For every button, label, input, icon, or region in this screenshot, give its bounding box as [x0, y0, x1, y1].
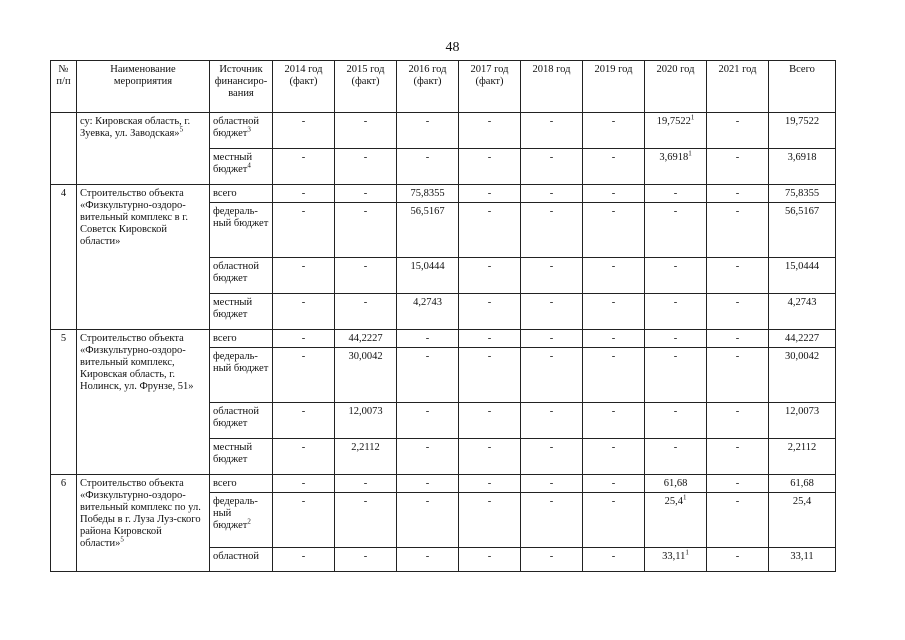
year-value: [707, 548, 769, 572]
year-value-text: -: [363, 116, 368, 127]
year-value-text: -: [611, 333, 616, 344]
year-value-text: -: [549, 351, 554, 362]
year-value-text: 33,11: [662, 551, 686, 562]
year-value: [397, 475, 459, 493]
year-value-text: -: [735, 406, 740, 417]
year-value: [521, 203, 583, 258]
funding-source: [210, 403, 273, 439]
table-row: [51, 185, 836, 203]
year-value-text: -: [735, 206, 740, 217]
row-total: 2,2112: [769, 439, 836, 475]
year-value-text: -: [611, 496, 616, 507]
year-value: [335, 185, 397, 203]
year-value: [707, 439, 769, 475]
year-value-text: -: [611, 188, 616, 199]
year-value-text: -: [487, 406, 492, 417]
funding-source: [210, 439, 273, 475]
year-value-text: -: [363, 152, 368, 163]
year-value: [397, 348, 459, 403]
year-value: [459, 203, 521, 258]
year-value: [335, 258, 397, 294]
year-value: [335, 403, 397, 439]
year-value-text: 30,0042: [348, 351, 383, 362]
year-value: [335, 203, 397, 258]
year-value-text: -: [301, 206, 306, 217]
year-value: [521, 113, 583, 149]
year-value: [459, 475, 521, 493]
year-value-text: -: [673, 206, 678, 217]
year-value-text: 19,7522: [656, 116, 691, 127]
year-value-text: -: [549, 551, 554, 562]
year-value: [273, 113, 335, 149]
item-number: 4: [51, 185, 77, 330]
year-value-text: -: [735, 116, 740, 127]
year-value: [583, 493, 645, 548]
funding-source: [210, 475, 273, 493]
year-value: [459, 258, 521, 294]
year-value-text: -: [363, 188, 368, 199]
row-total: 19,7522: [769, 113, 836, 149]
year-value: [335, 330, 397, 348]
year-value-text: -: [487, 551, 492, 562]
year-value-text: 75,8355: [410, 188, 445, 199]
header-2016: 2016 год (факт): [397, 61, 459, 113]
year-value: [397, 439, 459, 475]
year-value-text: -: [487, 188, 492, 199]
header-row: [51, 61, 836, 113]
year-value-text: -: [301, 152, 306, 163]
item-number: 6: [51, 475, 77, 572]
year-value: [335, 149, 397, 185]
funding-source: [210, 258, 273, 294]
year-value-text: -: [611, 297, 616, 308]
header-2015: 2015 год (факт): [335, 61, 397, 113]
year-value-text: -: [673, 333, 678, 344]
year-value-text: -: [549, 188, 554, 199]
year-value-text: -: [673, 406, 678, 417]
table-row: [51, 475, 836, 493]
year-value-text: -: [611, 261, 616, 272]
footnote-marker: 1: [682, 493, 687, 502]
year-value-text: -: [611, 206, 616, 217]
funding-source-text: федераль-ный бюджет: [213, 496, 258, 531]
table-row: [51, 113, 836, 149]
header-2017: 2017 год (факт): [459, 61, 521, 113]
funding-source-text: областной бюджет: [213, 116, 259, 139]
year-value: [521, 348, 583, 403]
year-value: [273, 475, 335, 493]
year-value: [707, 149, 769, 185]
year-value: [583, 185, 645, 203]
year-value-text: -: [301, 116, 306, 127]
year-value-text: -: [301, 496, 306, 507]
year-value-text: -: [549, 297, 554, 308]
year-value: [707, 348, 769, 403]
page-number: 48: [445, 40, 460, 55]
year-value-text: -: [735, 333, 740, 344]
header-2018: 2018 год: [521, 61, 583, 113]
year-value: [397, 113, 459, 149]
year-value: [583, 149, 645, 185]
year-value-text: -: [487, 261, 492, 272]
year-value: [645, 348, 707, 403]
year-value: [459, 294, 521, 330]
year-value-text: -: [363, 478, 368, 489]
year-value-text: -: [425, 551, 430, 562]
year-value: [273, 185, 335, 203]
footnote-marker: 5: [120, 535, 124, 544]
year-value: [459, 439, 521, 475]
year-value-text: -: [735, 478, 740, 489]
year-value-text: -: [363, 551, 368, 562]
year-value-text: -: [301, 333, 306, 344]
year-value-text: -: [301, 442, 306, 453]
year-value: [521, 330, 583, 348]
year-value-text: -: [301, 188, 306, 199]
row-total: 4,2743: [769, 294, 836, 330]
funding-table: [50, 60, 836, 572]
funding-source: [210, 149, 273, 185]
year-value-text: -: [611, 551, 616, 562]
year-value: [645, 149, 707, 185]
year-value-text: -: [363, 261, 368, 272]
year-value: [273, 548, 335, 572]
year-value-text: -: [549, 478, 554, 489]
year-value: [583, 203, 645, 258]
year-value: [645, 258, 707, 294]
year-value: [335, 475, 397, 493]
year-value-text: -: [611, 478, 616, 489]
year-value-text: -: [549, 333, 554, 344]
year-value-text: -: [425, 478, 430, 489]
year-value: [335, 348, 397, 403]
year-value: [583, 330, 645, 348]
header-source: Источник финансиро-вания: [210, 61, 273, 113]
year-value-text: -: [363, 297, 368, 308]
year-value-text: -: [425, 351, 430, 362]
year-value-text: -: [549, 206, 554, 217]
year-value: [521, 439, 583, 475]
funding-source-text: федераль-ный бюджет: [213, 206, 269, 229]
year-value-text: -: [487, 351, 492, 362]
year-value-text: -: [673, 188, 678, 199]
year-value: [459, 493, 521, 548]
year-value: [397, 493, 459, 548]
year-value: [459, 149, 521, 185]
item-name: [77, 113, 210, 185]
row-total: 3,6918: [769, 149, 836, 185]
year-value: [583, 403, 645, 439]
item-number: [51, 113, 77, 185]
table-body: [51, 113, 836, 572]
funding-source: [210, 348, 273, 403]
year-value: [397, 203, 459, 258]
funding-source: [210, 548, 273, 572]
year-value-text: -: [735, 297, 740, 308]
year-value-text: 3,6918: [659, 152, 689, 163]
year-value: [707, 294, 769, 330]
footnote-marker: 1: [688, 149, 692, 158]
year-value: [645, 403, 707, 439]
footnote-marker: 5: [179, 125, 184, 134]
year-value: [521, 185, 583, 203]
year-value-text: -: [425, 333, 430, 344]
year-value: [707, 203, 769, 258]
year-value-text: -: [549, 152, 554, 163]
item-name-text: Строительство объекта «Физкультурно-оздоро-вительный комплекс, Кировская область, г. Нолинск, ул. Фрунзе, 51»: [80, 333, 194, 392]
year-value-text: 15,0444: [410, 261, 445, 272]
year-value: [459, 403, 521, 439]
year-value-text: 61,68: [663, 478, 688, 489]
header-2014: 2014 год (факт): [273, 61, 335, 113]
funding-source-text: всего: [213, 478, 237, 489]
year-value: [645, 294, 707, 330]
year-value: [583, 548, 645, 572]
footnote-marker: 4: [247, 161, 251, 170]
year-value: [335, 439, 397, 475]
row-total: 30,0042: [769, 348, 836, 403]
funding-source-text: всего: [213, 333, 237, 344]
year-value: [583, 348, 645, 403]
year-value-text: 25,4: [664, 496, 683, 507]
year-value: [521, 258, 583, 294]
year-value: [645, 475, 707, 493]
year-value: [273, 348, 335, 403]
funding-source-text: местный бюджет: [213, 297, 253, 320]
year-value-text: -: [673, 297, 678, 308]
year-value: [335, 294, 397, 330]
year-value-text: -: [487, 496, 492, 507]
year-value: [645, 203, 707, 258]
year-value: [397, 330, 459, 348]
footnote-marker: 1: [685, 548, 689, 557]
year-value: [521, 548, 583, 572]
year-value-text: -: [735, 442, 740, 453]
year-value-text: -: [301, 406, 306, 417]
year-value: [273, 294, 335, 330]
year-value-text: -: [487, 206, 492, 217]
year-value-text: -: [735, 261, 740, 272]
item-name: [77, 185, 210, 330]
item-name-text: Строительство объекта «Физкультурно-оздоро-вительный комплекс в г. Советск Кировской области»: [80, 188, 189, 247]
year-value-text: -: [735, 188, 740, 199]
year-value: [335, 493, 397, 548]
row-total: 25,4: [769, 493, 836, 548]
header-number: № п/п: [51, 61, 77, 113]
year-value: [583, 113, 645, 149]
year-value-text: -: [363, 206, 368, 217]
row-total: 44,2227: [769, 330, 836, 348]
year-value-text: 2,2112: [351, 442, 380, 453]
funding-source-text: местный бюджет: [213, 152, 253, 175]
year-value-text: -: [735, 551, 740, 562]
year-value: [583, 294, 645, 330]
year-value: [397, 185, 459, 203]
year-value-text: 44,2227: [348, 333, 383, 344]
year-value: [459, 548, 521, 572]
year-value-text: -: [425, 496, 430, 507]
header-2021: 2021 год: [707, 61, 769, 113]
year-value-text: -: [487, 478, 492, 489]
row-total: 61,68: [769, 475, 836, 493]
year-value-text: -: [301, 351, 306, 362]
year-value: [273, 258, 335, 294]
year-value: [397, 548, 459, 572]
year-value-text: -: [487, 152, 492, 163]
funding-source-text: федераль-ный бюджет: [213, 351, 269, 374]
year-value-text: -: [301, 551, 306, 562]
year-value: [273, 493, 335, 548]
year-value-text: -: [549, 496, 554, 507]
year-value-text: -: [425, 442, 430, 453]
year-value: [707, 330, 769, 348]
year-value-text: -: [301, 261, 306, 272]
footnote-marker: 3: [247, 125, 251, 134]
year-value-text: -: [673, 442, 678, 453]
row-total: 75,8355: [769, 185, 836, 203]
year-value-text: 4,2743: [413, 297, 442, 308]
year-value: [397, 403, 459, 439]
year-value-text: -: [549, 442, 554, 453]
year-value: [273, 149, 335, 185]
item-number: 5: [51, 330, 77, 475]
year-value-text: -: [549, 261, 554, 272]
year-value-text: -: [611, 152, 616, 163]
funding-source: [210, 493, 273, 548]
footnote-marker: 1: [690, 113, 695, 122]
funding-source: [210, 185, 273, 203]
year-value: [645, 330, 707, 348]
year-value-text: -: [487, 297, 492, 308]
funding-source: [210, 203, 273, 258]
funding-source-text: всего: [213, 188, 237, 199]
year-value-text: -: [549, 406, 554, 417]
year-value-text: -: [735, 496, 740, 507]
year-value-text: 56,5167: [410, 206, 445, 217]
year-value-text: -: [425, 152, 430, 163]
year-value: [459, 348, 521, 403]
year-value: [521, 403, 583, 439]
year-value-text: -: [735, 152, 740, 163]
year-value: [273, 439, 335, 475]
year-value: [707, 185, 769, 203]
header-total: Всего: [769, 61, 836, 113]
year-value: [707, 493, 769, 548]
year-value-text: -: [673, 351, 678, 362]
year-value-text: 12,0073: [348, 406, 383, 417]
year-value: [273, 403, 335, 439]
item-name-text: Строительство объекта «Физкультурно-оздоро-вительный комплекс по ул. Победы в г. Луза Луз-ского района Кировской области»: [80, 478, 201, 549]
year-value: [273, 203, 335, 258]
year-value: [459, 330, 521, 348]
header-2020: 2020 год: [645, 61, 707, 113]
year-value-text: -: [611, 406, 616, 417]
item-name: [77, 330, 210, 475]
year-value: [583, 439, 645, 475]
year-value: [583, 258, 645, 294]
year-value-text: -: [611, 116, 616, 127]
funding-source: [210, 113, 273, 149]
footnote-marker: 2: [247, 517, 251, 526]
year-value: [459, 185, 521, 203]
year-value: [707, 113, 769, 149]
year-value: [707, 475, 769, 493]
funding-source: [210, 330, 273, 348]
year-value: [397, 294, 459, 330]
funding-source-text: областной бюджет: [213, 406, 259, 429]
year-value-text: -: [487, 116, 492, 127]
year-value-text: -: [735, 351, 740, 362]
year-value: [645, 113, 707, 149]
row-total: 33,11: [769, 548, 836, 572]
year-value: [459, 113, 521, 149]
year-value: [645, 548, 707, 572]
year-value: [335, 113, 397, 149]
row-total: 56,5167: [769, 203, 836, 258]
year-value: [707, 258, 769, 294]
row-total: 12,0073: [769, 403, 836, 439]
funding-source-text: областной бюджет: [213, 261, 259, 284]
year-value: [397, 258, 459, 294]
header-2019: 2019 год: [583, 61, 645, 113]
year-value-text: -: [611, 351, 616, 362]
year-value: [645, 439, 707, 475]
funding-source-text: областной: [213, 551, 259, 562]
funding-source-text: местный бюджет: [213, 442, 253, 465]
year-value-text: -: [425, 406, 430, 417]
year-value-text: -: [425, 116, 430, 127]
funding-source: [210, 294, 273, 330]
year-value: [645, 493, 707, 548]
year-value: [521, 149, 583, 185]
year-value-text: -: [673, 261, 678, 272]
year-value: [521, 493, 583, 548]
year-value-text: -: [363, 496, 368, 507]
year-value-text: -: [487, 442, 492, 453]
row-total: 15,0444: [769, 258, 836, 294]
year-value: [583, 475, 645, 493]
year-value: [397, 149, 459, 185]
item-name: [77, 475, 210, 572]
year-value-text: -: [611, 442, 616, 453]
table-row: [51, 330, 836, 348]
year-value: [645, 185, 707, 203]
year-value: [521, 294, 583, 330]
year-value-text: -: [487, 333, 492, 344]
year-value: [707, 403, 769, 439]
header-name: Наименование мероприятия: [77, 61, 210, 113]
year-value: [335, 548, 397, 572]
year-value-text: -: [301, 297, 306, 308]
year-value: [521, 475, 583, 493]
year-value: [273, 330, 335, 348]
year-value-text: -: [549, 116, 554, 127]
year-value-text: -: [301, 478, 306, 489]
item-name-text: су: Кировская область, г. Зуевка, ул. Заводская»: [80, 116, 191, 139]
